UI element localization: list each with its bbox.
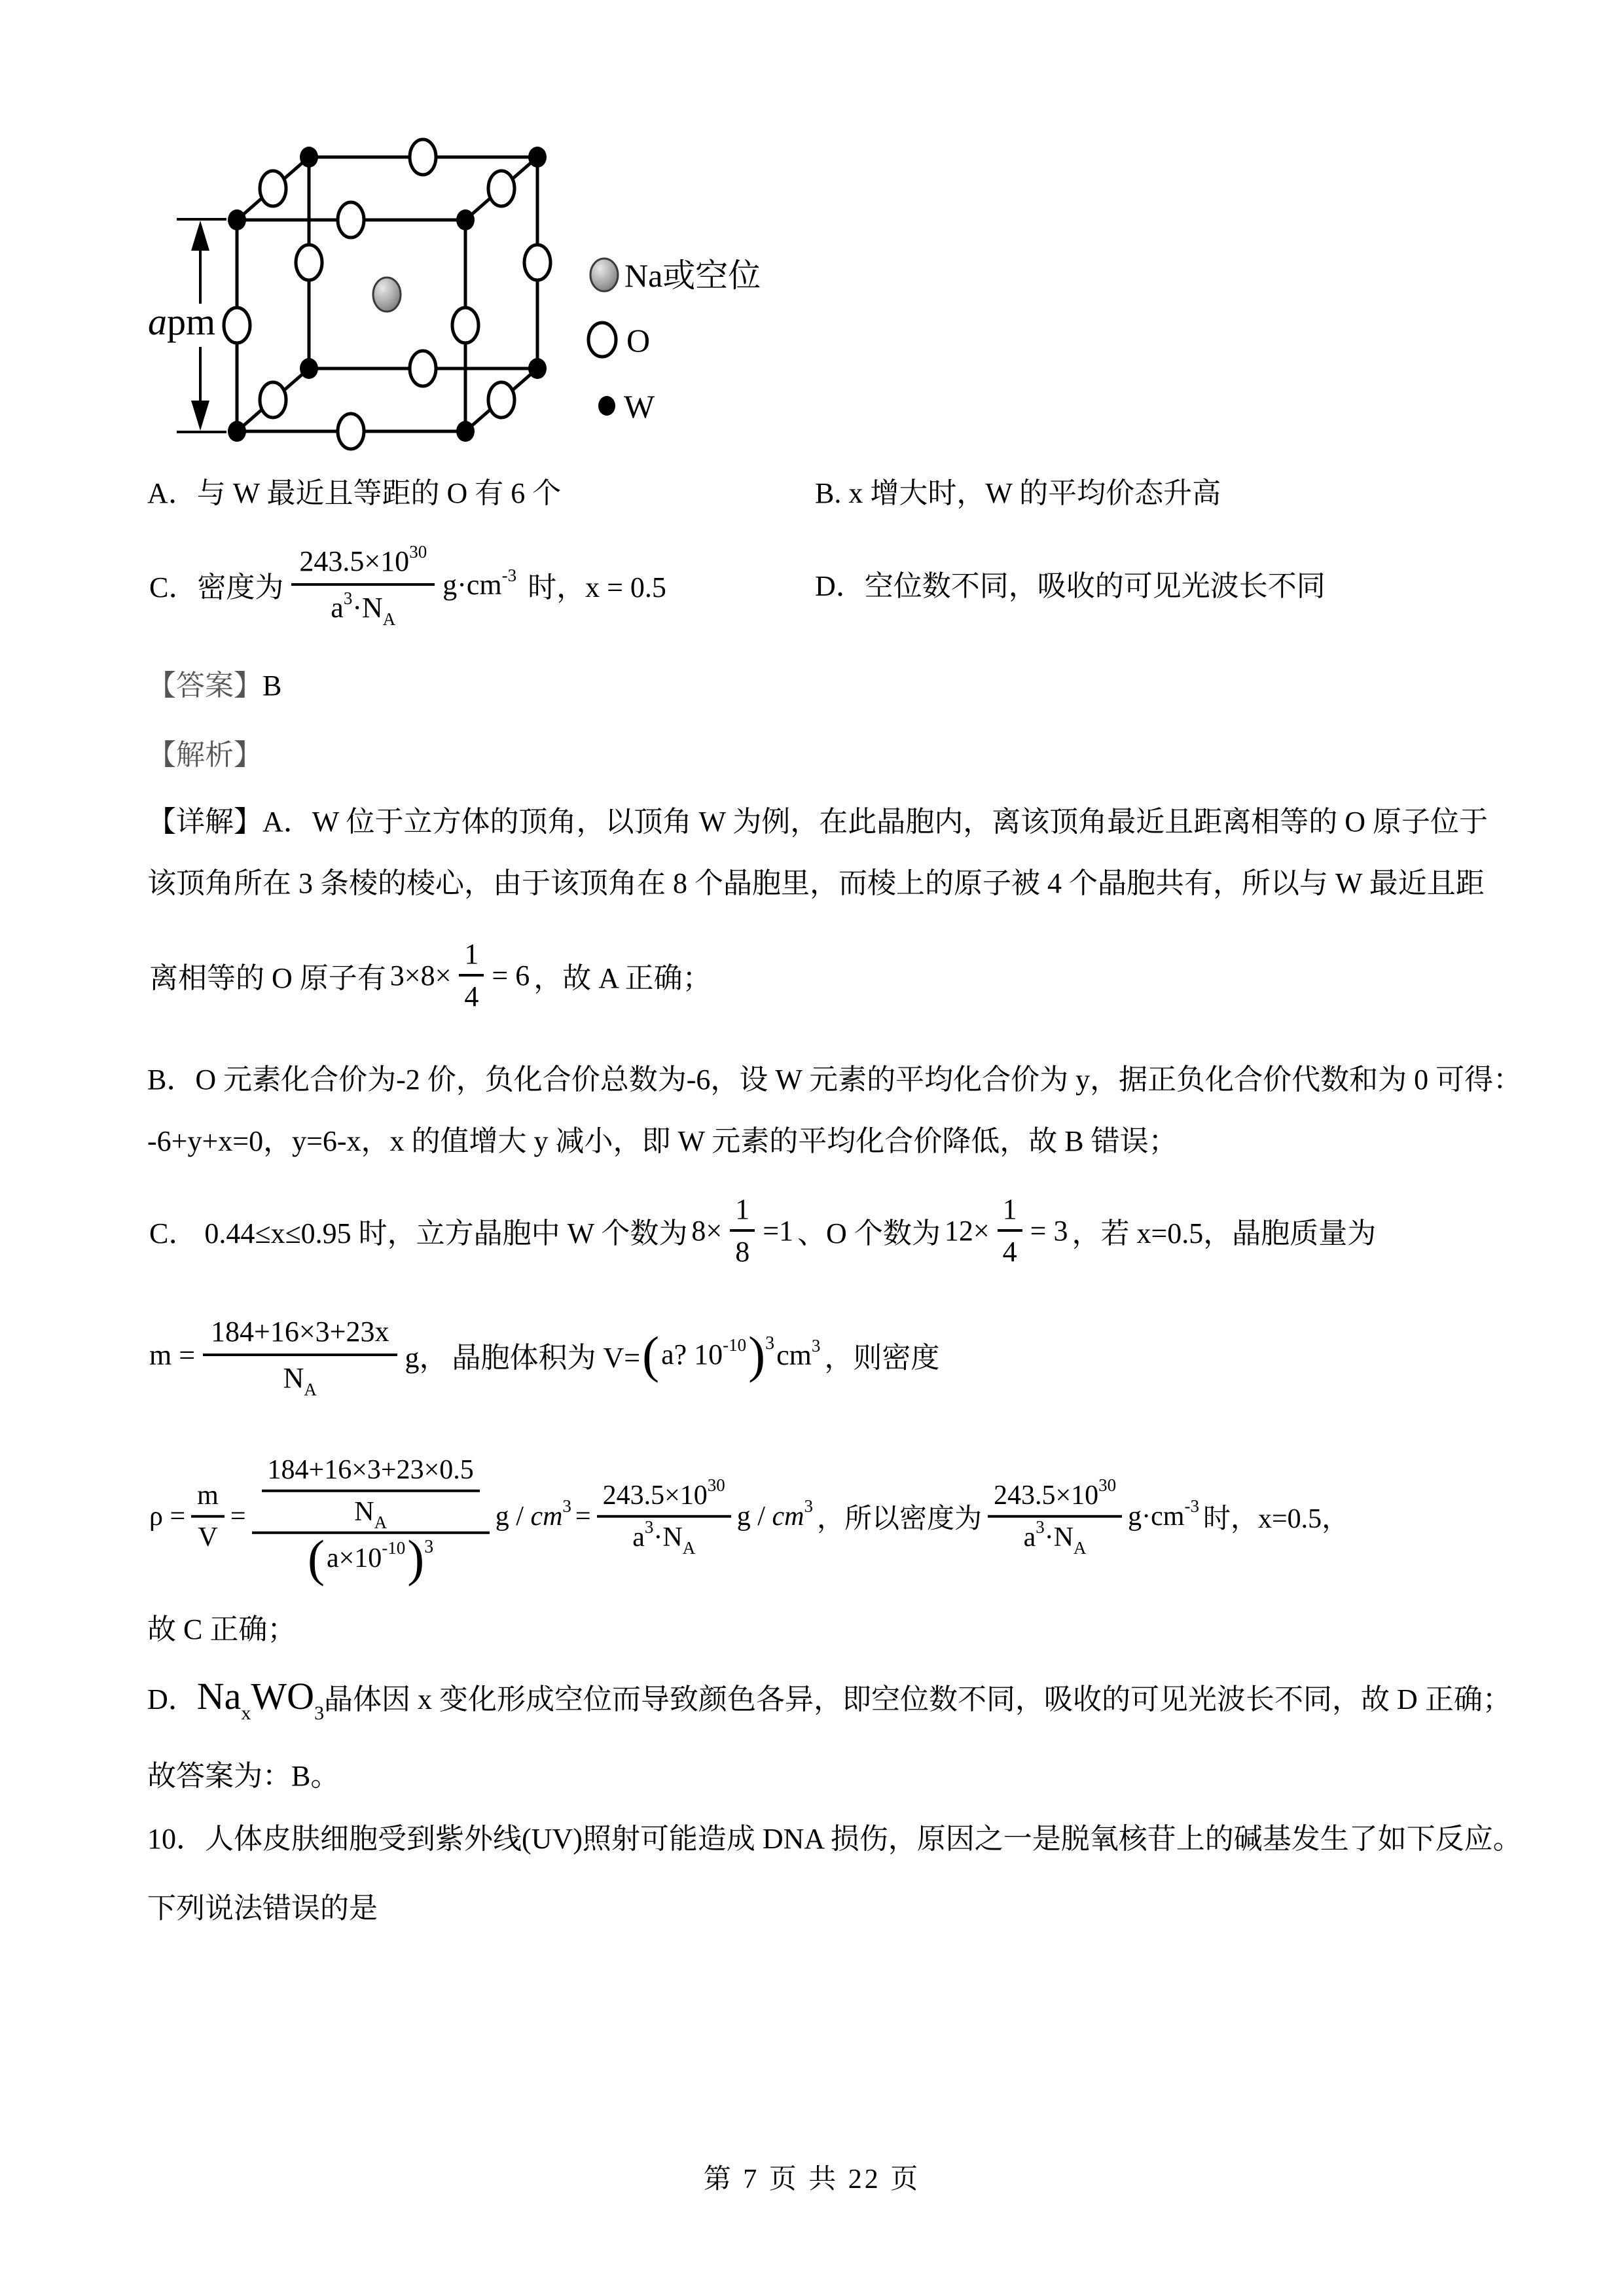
cube-power: 3 [424, 1536, 434, 1557]
density-fraction-denominator: $a^3\cdot N_A$ [632, 1516, 696, 1558]
close-paren: ) [748, 1325, 766, 1383]
open-paren: ( [307, 1529, 325, 1587]
detail-b-line-2: -6+y+x=0，y=6-x，x 的值增大 y 减小，即 W 元素的平均化合价降低，故 B 错误； [147, 1125, 1178, 1157]
legend-o-label: O [626, 322, 651, 359]
text-segment: 晶胞体积为 V= [452, 1342, 641, 1374]
density-fraction-denominator: $a^3\cdot N_A$ [331, 588, 396, 629]
inner-mass-fraction: $\frac{184+16\times 3+23\times 0.5}{N_A}$ [262, 1454, 480, 1528]
density-fraction-numerator: $243.5\times 10^{30}$ [597, 1480, 731, 1518]
text-segment: ，故 A 正确； [533, 962, 712, 994]
text-segment: ，若 x=0.5，晶胞质量为 [1072, 1217, 1377, 1249]
nested-numerator [252, 1454, 490, 1534]
mass-lhs: m = [149, 1338, 196, 1371]
equals-segment: =1 [763, 1214, 794, 1247]
final-answer-line: 故答案为：B。 [147, 1760, 340, 1792]
text-segment: 、O 个数为 [797, 1217, 941, 1249]
unit-segment: $cm^3$ [776, 1335, 821, 1371]
unit-segment: g / $cm^3$ [736, 1496, 813, 1532]
rho-lhs: ρ = [149, 1501, 186, 1532]
m-over-v-fraction: $\frac{m}{V}$ [191, 1480, 225, 1553]
detail-b-line-1: B．O 元素化合价为-2 价，负化合价总数为-6，设 W 元素的平均化合价为 y，据正负化合价代数和为 0 可得： [147, 1064, 1523, 1096]
option-a: A．与 W 最近且等距的 O 有 6 个 [147, 477, 562, 509]
density-fraction-denominator: $a^3\cdot N_A$ [1023, 1516, 1087, 1558]
figure-legend [588, 257, 761, 425]
text-segment: 离相等的 O 原子有 [149, 962, 386, 994]
equals-segment: = [575, 1501, 591, 1532]
dimension-label: apm [148, 300, 216, 343]
question-10-line-1: 10．人体皮肤细胞受到紫外线(UV)照射可能造成 DNA 损伤，原因之一是脱氧核苷上的碱基发生了如下反应。 [147, 1823, 1522, 1855]
text-segment: ，所以密度为 [816, 1503, 982, 1534]
density-fraction [291, 542, 435, 629]
legend-na-marker [590, 259, 618, 291]
analysis-label: 【解析】 [147, 739, 262, 771]
expression-segment: 12× [944, 1214, 990, 1247]
mass-fraction-denominator: $N_A$ [283, 1362, 317, 1399]
fraction-1-8: $\frac{1}{8}$ [730, 1193, 755, 1268]
density-fraction [988, 1475, 1122, 1558]
lattice-parameter: $a\times 10^{-10}$ [326, 1537, 406, 1573]
option-c-condition: 时，x = 0.5 [528, 571, 666, 603]
sodium-tungstate-formula: $Na_xWO_3$ [196, 1675, 325, 1724]
text-segment: 时，x=0.5， [1202, 1503, 1350, 1534]
expression-segment: 3×8× [389, 959, 452, 992]
equals-segment: = 3 [1030, 1214, 1068, 1247]
answer-label: 【答案】 [147, 670, 262, 702]
answer-row [147, 668, 281, 704]
inner-mass-denominator: $N_A$ [354, 1496, 388, 1532]
legend-o-marker [588, 323, 616, 357]
option-c-label: C．密度为 [149, 571, 284, 603]
nested-denominator [302, 1529, 439, 1587]
equals-segment: = [230, 1501, 246, 1532]
crystal-structure-figure [144, 118, 838, 511]
text-segment: ，则密度 [824, 1342, 940, 1374]
detail-a-line-1: 【详解】A．W 位于立方体的顶角，以顶角 W 为例，在此晶胞内，离该顶角最近且距离相等的 O 原子位于 [147, 806, 1489, 838]
detail-d-label: D． [147, 1683, 197, 1715]
detail-a-line-3 [147, 937, 713, 1013]
density-formula-line [147, 1454, 1351, 1587]
detail-c-line-1 [147, 1193, 1378, 1268]
equals-segment: = 6 [492, 959, 530, 992]
nested-density-fraction [252, 1454, 490, 1587]
volume-inner: a? $10^{-10}$ [661, 1335, 747, 1371]
sodium-center-atom [373, 278, 401, 312]
answer-value: B [262, 670, 282, 702]
option-c [147, 542, 668, 629]
mass-fraction: $\frac{184+16\times 3+23x}{N_A}$ [203, 1314, 397, 1396]
density-fraction-numerator: $243.5\times 10^{30}$ [291, 543, 435, 586]
density-fraction [597, 1475, 731, 1558]
detail-a-line-2: 该顶角所在 3 条棱的棱心，由于该顶角在 8 个晶胞里，而棱上的原子被 4 个晶胞共有，所以与 W 最近且距 [147, 867, 1485, 899]
unit-segment: $g\cdot cm^{-3}$ [1128, 1496, 1199, 1532]
option-d: D．空位数不同，吸收的可见光波长不同 [815, 570, 1326, 602]
detail-d-line [147, 1673, 1511, 1724]
mass-formula-line [147, 1314, 941, 1399]
volume-expression [642, 1325, 775, 1383]
question-10-line-2: 下列说法错误的是 [147, 1892, 378, 1924]
legend-w-marker [598, 396, 615, 416]
option-c-unit: $g\cdot cm^{-3}$ [442, 565, 517, 601]
close-paren: ) [407, 1529, 425, 1587]
detail-c-conclusion: 故 C 正确； [147, 1613, 297, 1645]
text-segment: C． 0.44≤x≤0.95 时，立方晶胞中 W 个数为 [149, 1217, 688, 1249]
volume-power: 3 [765, 1333, 775, 1354]
page-number-footer: 第 7 页 共 22 页 [703, 2164, 921, 2195]
open-paren: ( [642, 1325, 660, 1383]
fraction-1-4: $\frac{1}{4}$ [459, 937, 484, 1013]
legend-w-label: W [624, 388, 655, 425]
expression-segment: 8× [691, 1214, 723, 1247]
fraction-1-4: $\frac{1}{4}$ [998, 1193, 1022, 1268]
detail-d-text: 晶体因 x 变化形成空位而导致颜色各异，即空位数不同，吸收的可见光波长不同，故 D 正确； [324, 1683, 1511, 1715]
option-b: B. x 增大时，W 的平均价态升高 [815, 477, 1221, 509]
unit-segment: g / $cm^3$ [495, 1496, 571, 1532]
density-fraction-numerator: $243.5\times 10^{30}$ [988, 1480, 1122, 1518]
unit-segment: g， [405, 1342, 448, 1374]
legend-na-label: Na或空位 [624, 257, 761, 294]
